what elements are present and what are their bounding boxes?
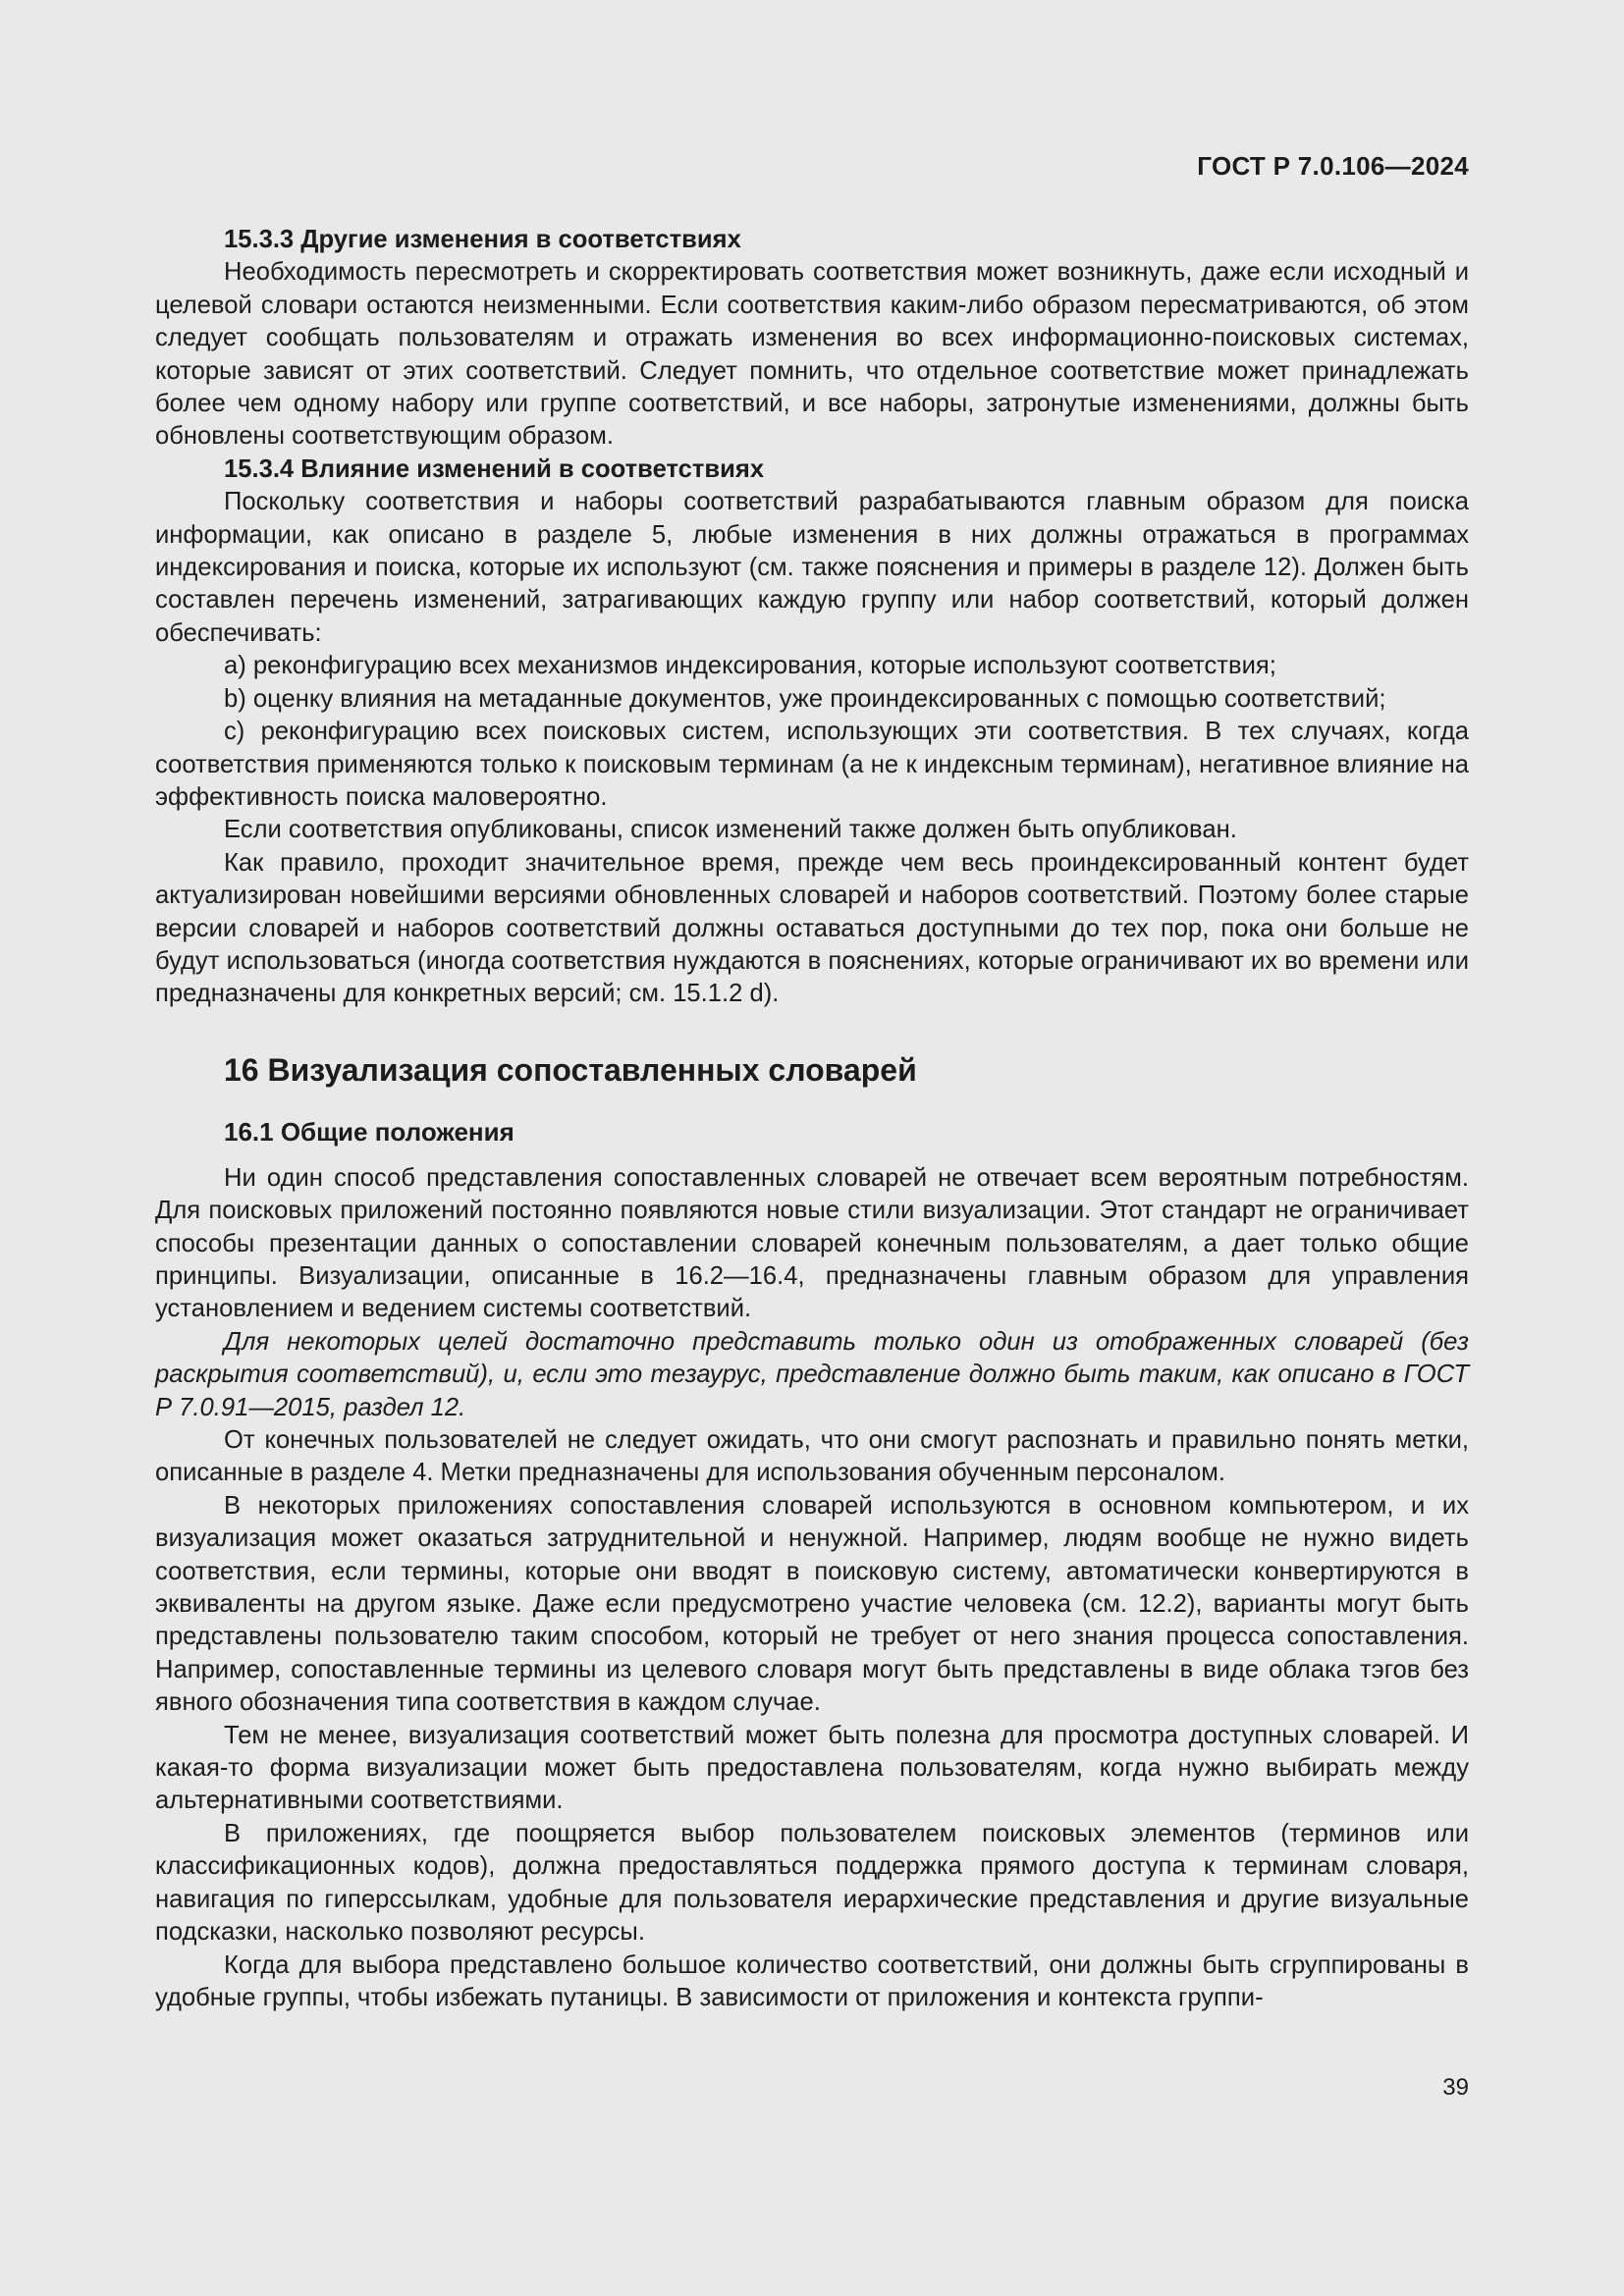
list-item-c: с) реконфигурацию всех поисковых систем, использующих эти соответствия. В тех случаях, когда соответствия применяются только к поисковым терминам (а не к индексным терминам), негативное влияние на эффективность поиска маловероятно.: [155, 718, 1469, 811]
page-number: 39: [1442, 2074, 1469, 2101]
document-header: ГОСТ Р 7.0.106—2024: [1197, 151, 1469, 181]
paragraph: От конечных пользователей не следует ожидать, что они смогут распознать и правильно понять метки, описанные в разделе 4. Метки предназначены для использования обученным персоналом.: [155, 1426, 1469, 1487]
document-body: [155, 224, 1469, 2014]
paragraph: Тем не менее, визуализация соответствий может быть полезна для просмотра доступных словарей. И какая-то форма визуализации может быть предоставлена пользователям, когда нужно выбирать между альтернативными соответствиями.: [155, 1721, 1469, 1815]
section-16-1-heading: 16.1 Общие положения: [224, 1116, 514, 1147]
paragraph: Как правило, проходит значительное время, прежде чем весь проиндексированный контент будет актуализирован новейшими версиями обновленных словарей и наборов соответствий. Поэтому более старые версии словарей и наборов соответствий должны оставаться доступными до тех пор, пока они больше не будут использоваться (иногда соответствия нуждаются в пояснениях, которые ограничивают их во времени или предназначены для конкретных версий; см. 15.1.2 d).: [155, 848, 1469, 1008]
paragraph: Когда для выбора представлено большое количество соответствий, они должны быть сгруппированы в удобные группы, чтобы избежать путаницы. В зависимости от приложения и контекста группи-: [155, 1950, 1469, 2011]
section-16-heading: 16 Визуализация сопоставленных словарей: [224, 1051, 917, 1088]
paragraph: Если соответствия опубликованы, список изменений также должен быть опубликован.: [224, 816, 1237, 844]
paragraph: В приложениях, где поощряется выбор пользователем поисковых элементов (терминов или классификационных кодов), должна предоставляться поддержка прямого доступа к терминам словаря, навигация по гиперссылкам, удобные для пользователя иерархические представления и другие визуальные подсказки, насколько позволяют ресурсы.: [155, 1819, 1469, 1947]
italic-note: Для некоторых целей достаточно представить только один из отображенных словарей (без раскрытия соответствий), и, если это тезаурус, представление должно быть таким, как описано в ГОСТ Р 7.0.91—2015, раздел 12.: [155, 1327, 1469, 1421]
paragraph: Ни один способ представления сопоставленных словарей не отвечает всем вероятным потребностям. Для поисковых приложений постоянно появляются новые стили визуализации. Этот стандарт не ограничивает способы презентации данных о сопоставлении словарей конечным пользователям, а дает только общие принципы. Визуализации, описанные в 16.2—16.4, предназначены главным образом для управления установлением и ведением системы соответствий.: [155, 1163, 1469, 1323]
section-15-3-4-heading: 15.3.4 Влияние изменений в соответствиях: [224, 454, 765, 483]
paragraph: Поскольку соответствия и наборы соответствий разрабатываются главным образом для поиска информации, как описано в разделе 5, любые изменения в них должны отражаться в программах индексирования и поиска, которые их используют (см. также пояснения и примеры в разделе 12). Должен быть составлен перечень изменений, затрагивающих каждую группу или набор соответствий, который должен обеспечивать:: [155, 488, 1469, 647]
paragraph: В некоторых приложениях сопоставления словарей используются в основном компьютером, и их визуализация может оказаться затруднительной и ненужной. Например, людям вообще не нужно видеть соответствия, если термины, которые они вводят в поисковую систему, автоматически конвертируются в эквиваленты на другом языке. Даже если предусмотрено участие человека (см. 12.2), варианты могут быть представлены пользователю таким способом, который не требует от него знания процесса сопоставления. Например, сопоставленные термины из целевого словаря могут быть представлены в виде облака тэгов без явного обозначения типа соответствия в каждом случае.: [155, 1491, 1469, 1717]
paragraph: Необходимость пересмотреть и скорректировать соответствия может возникнуть, даже если исходный и целевой словари остаются неизменными. Если соответствия каким-либо образом пересматриваются, об этом следует сообщать пользователям и отражать изменения во всех информационно-поисковых системах, которые зависят от этих соответствий. Следует помнить, что отдельное соответствие может принадлежать более чем одному набору или группе соответствий, и все наборы, затронутые изменениями, должны быть обновлены соответствующим образом.: [155, 258, 1469, 451]
list-item-a: а) реконфигурацию всех механизмов индексирования, которые используют соответствия;: [224, 652, 1276, 680]
section-15-3-3-heading: 15.3.3 Другие изменения в соответствиях: [224, 226, 741, 253]
list-item-b: b) оценку влияния на метаданные документов, уже проиндексированных с помощью соответствий;: [224, 684, 1386, 713]
